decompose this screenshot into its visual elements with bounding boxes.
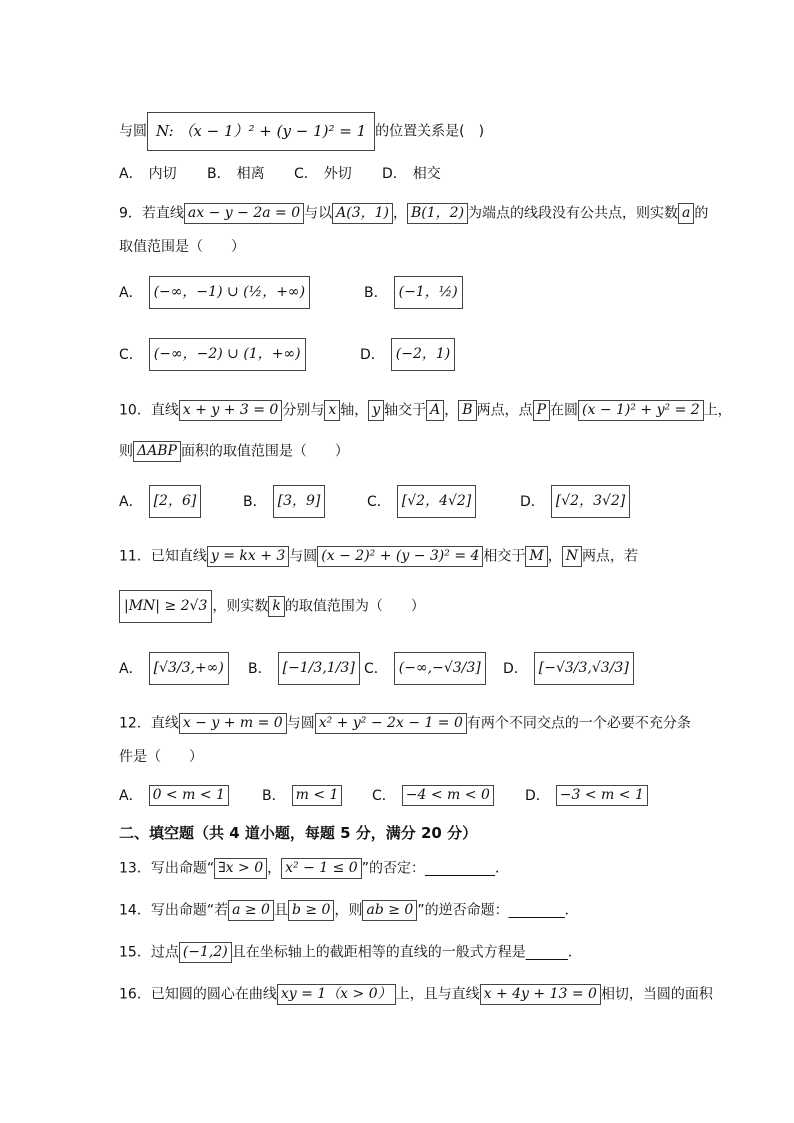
- q10-option-a: A． [2，6]: [119, 485, 201, 518]
- q11-stem-line2: |MN| ≥ 2√3 ，则实数 k 的取值范围为（ ）: [119, 590, 425, 623]
- q12-option-c: C． −4 < m < 0: [372, 785, 494, 806]
- q14: 14．写出命题“若 a ≥ 0 且 b ≥ 0 ，则 ab ≥ 0 ”的逆否命题：________．: [119, 900, 579, 921]
- q9-stem: 9．若直线 ax − y − 2a = 0 与以 A(3，1) ， B(1，2) 为端点的线段没有公共点，则实数 a 的: [119, 203, 708, 224]
- q9-option-b: B． (−1，½): [364, 276, 463, 309]
- q10-stem-line2: 则 ΔABP 面积的取值范围是（ ）: [119, 441, 349, 462]
- q12-stem-line2: 件是（ ）: [119, 749, 203, 765]
- q9-eq-line: ax − y − 2a = 0: [184, 203, 304, 224]
- q8-option-d: D． 相交: [382, 166, 441, 182]
- q11-option-c: C． (−∞,−√3/3]: [364, 652, 486, 685]
- q9-eq-var: a: [678, 203, 694, 224]
- q11-option-a: A． [√3/3,+∞): [119, 652, 229, 685]
- q9-eq-a: A(3，1): [332, 203, 393, 224]
- q8-equation: N: （x − 1）² + (y − 1)² = 1: [147, 112, 375, 151]
- q11-stem: 11．已知直线 y = kx + 3 与圆 (x − 2)² + (y − 3)² = 4 相交于 M ， N 两点，若: [119, 546, 638, 567]
- q9-eq-b: B(1，2): [407, 203, 468, 224]
- q10-option-b: B． [3，9]: [243, 485, 325, 518]
- q10-option-c: C． [√2，4√2]: [367, 485, 476, 518]
- q10-stem: 10．直线 x + y + 3 = 0 分别与 x 轴， y 轴交于 A ， B 两点，点 P 在圆 (x − 1)² + y² = 2 上，: [119, 400, 732, 421]
- q12-option-b: B． m < 1: [262, 785, 342, 806]
- q12-stem: 12．直线 x − y + m = 0 与圆 x² + y² − 2x − 1 = 0 有两个不同交点的一个必要不充分条: [119, 713, 691, 734]
- q11-option-b: B． [−1/3,1/3]: [248, 652, 360, 685]
- q13: 13．写出命题“ ∃x > 0 ， x² − 1 ≤ 0 ”的否定：__________．: [119, 858, 509, 879]
- section-heading: 二、填空题（共 4 道小题，每题 5 分，满分 20 分）: [119, 824, 478, 842]
- q9-option-a: A． (−∞，−1) ∪ (½，+∞): [119, 276, 310, 309]
- q8-option-a: A． 内切: [119, 166, 177, 182]
- q11-option-d: D． [−√3/3,√3/3]: [503, 652, 634, 685]
- q15: 15．过点 (−1,2) 且在坐标轴上的截距相等的直线的一般式方程是______．: [119, 942, 582, 963]
- q9-option-d: D． (−2，1): [360, 338, 455, 371]
- q8-option-c: C． 外切: [294, 166, 352, 182]
- q10-option-d: D． [√2，3√2]: [520, 485, 630, 518]
- q16: 16．已知圆的圆心在曲线 xy = 1（x > 0） 上，且与直线 x + 4y + 13 = 0 相切，当圆的面积: [119, 984, 713, 1005]
- q12-option-a: A． 0 < m < 1: [119, 785, 229, 806]
- q9-stem-line2: 取值范围是（ ）: [119, 239, 245, 255]
- q8-stem: 与圆 N: （x − 1）² + (y − 1)² = 1 的位置关系是( ): [119, 112, 484, 151]
- q8-option-b: B． 相离: [207, 166, 265, 182]
- q12-option-d: D． −3 < m < 1: [525, 785, 648, 806]
- q9-option-c: C． (−∞，−2) ∪ (1，+∞): [119, 338, 306, 371]
